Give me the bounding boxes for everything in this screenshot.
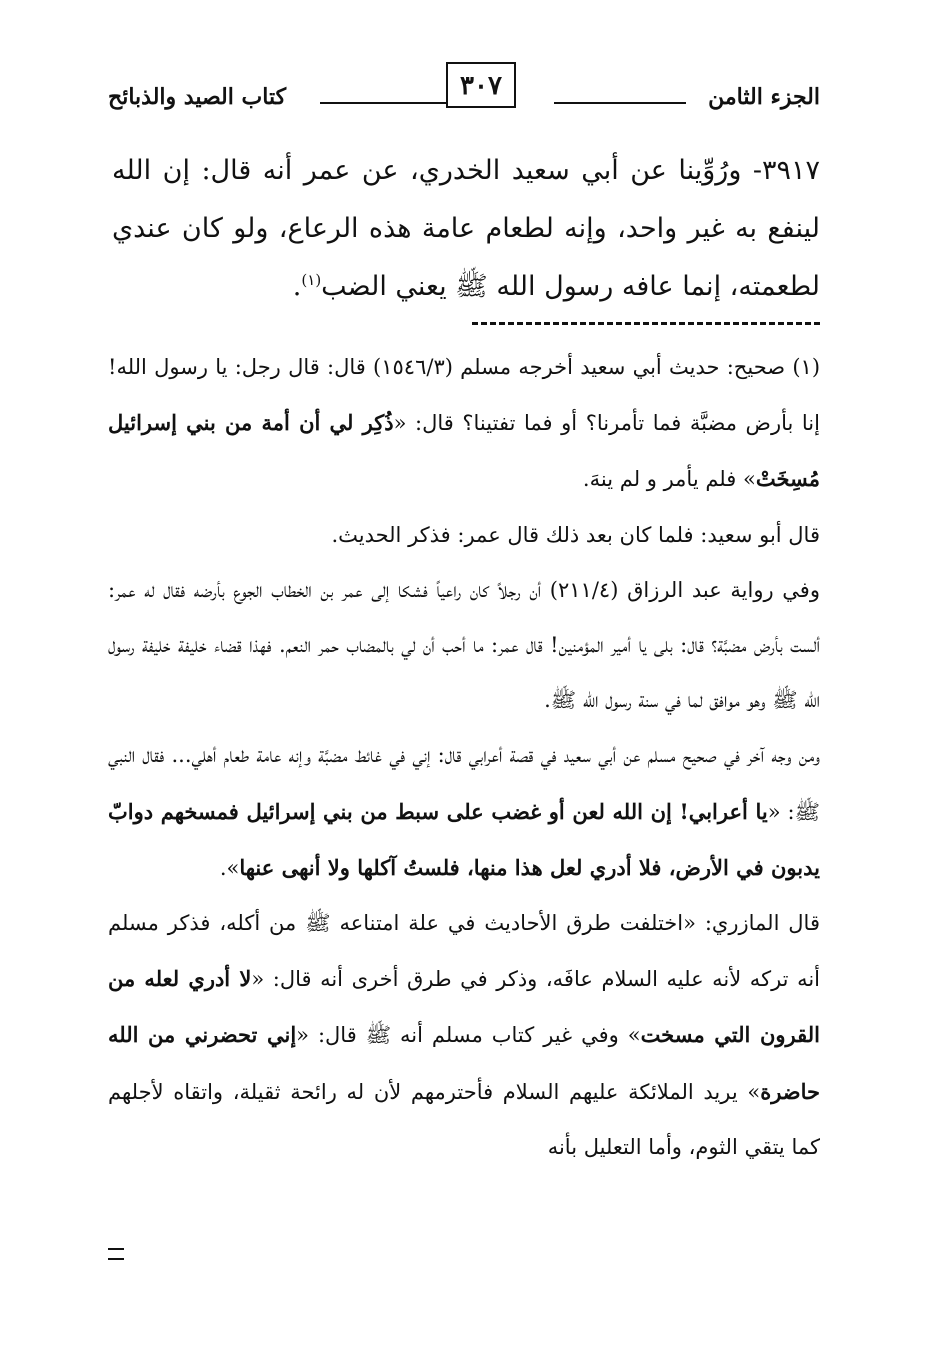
volume-label: الجزء الثامن bbox=[708, 84, 820, 110]
footnote-4 bbox=[108, 728, 820, 896]
footnotes bbox=[108, 340, 820, 1175]
footnote-divider bbox=[472, 322, 820, 325]
footnote-text: » وفي غير كتاب مسلم أنه ﷺ قال: « bbox=[296, 1023, 641, 1048]
page-number: ٣٠٧ bbox=[446, 62, 516, 108]
footnote-2: قال أبو سعيد: فلما كان بعد ذلك قال عمر: فذكر الحديث. bbox=[331, 522, 820, 547]
footnote-text: » فلم يأمر و لم ينهَ. bbox=[582, 467, 756, 492]
hadith-quote: يا أعرابي! إن الله لعن أو غضب على سبط من بني إسرائيل فمسخهم دوابّ يدبون في الأرض، فلا أدري لعل هذا منها، فلستُ آكلها ولا أنهى عنها bbox=[108, 798, 820, 880]
footnote-text: قال المازري: «اختلفت طرق الأحاديث في علة امتناعه ﷺ من أكله، فذكر مسلم أنه تركه لأنه عليه السلام عافَه، وذكر في طرق أخرى أنه قال: « bbox=[108, 911, 821, 992]
footnote-text: ». bbox=[219, 855, 240, 880]
main-paragraph-text: ٣٩١٧- ورُوِّينا عن أبي سعيد الخدري، عن عمر أنه قال: إن الله لينفع به غير واحد، وإنه لطعام عامة هذه الرعاع، ولو كان عندي لطعمته، إنما عافه رسول الله ﷺ يعني الضب bbox=[112, 155, 820, 302]
footnote-text: » يريد الملائكة عليهم السلام فأحترمهم لأن له رائحة ثقيلة، واتقاه لأجلهم كما يتقي الثوم، وأما التعليل بأنه bbox=[108, 1079, 820, 1159]
main-paragraph-end: . bbox=[292, 271, 302, 302]
footnote-5 bbox=[108, 896, 820, 1175]
footnote-text: (١) صحيح: حديث أبي سعيد أخرجه مسلم (١٥٤٦/٣) قال: قال رجل: يا رسول الله! إنا بأرض مضبَّة فما تأمرنا؟ أو فما تفتينا؟ قال: « bbox=[108, 355, 821, 436]
footnote-text: ومن وجه آخر في صحيح مسلم عن أبي سعيد في قصة أعرابي قال: إني في غائط مضبَّة وإنه عامة طعام أهلي... فقال النبي ﷺ: « bbox=[108, 743, 821, 824]
footnote-reference: (١) bbox=[301, 271, 322, 289]
footnote-1 bbox=[108, 340, 820, 508]
page-header bbox=[108, 62, 820, 122]
hadith-quote: لا أدري لعله من القرون التي مسخت bbox=[108, 966, 820, 1048]
main-paragraph bbox=[112, 142, 820, 316]
main-text bbox=[112, 142, 820, 316]
page-number-underline bbox=[446, 106, 516, 108]
header-rule-left bbox=[320, 102, 446, 104]
hadith-quote: ذُكِر لي أن أمة من بني إسرائيل مُسِخَتْ bbox=[108, 410, 820, 492]
footnote-3: وفي رواية عبد الرزاق (٢١١/٤) أن رجلاً كان راعياً فشكا إلى عمر بن الخطاب الجوع بأرضه فقال له عمر: ألست بأرض مضبَّة؟ قال: بلى يا أمير المؤمنين! قال عمر: ما أحب أن لي بالمضاب حمر النعم. فهذا قضاء خليفة خليفة رسول الله ﷺ وهو موافق لما في سنة رسول الله ﷺ. bbox=[108, 577, 820, 713]
hadith-quote: إني تحضرني من الله حاضرة bbox=[108, 1022, 820, 1104]
continuation-mark bbox=[108, 1248, 124, 1260]
header-rule-right bbox=[554, 102, 686, 104]
book-title: كتاب الصيد والذبائح bbox=[108, 84, 287, 110]
